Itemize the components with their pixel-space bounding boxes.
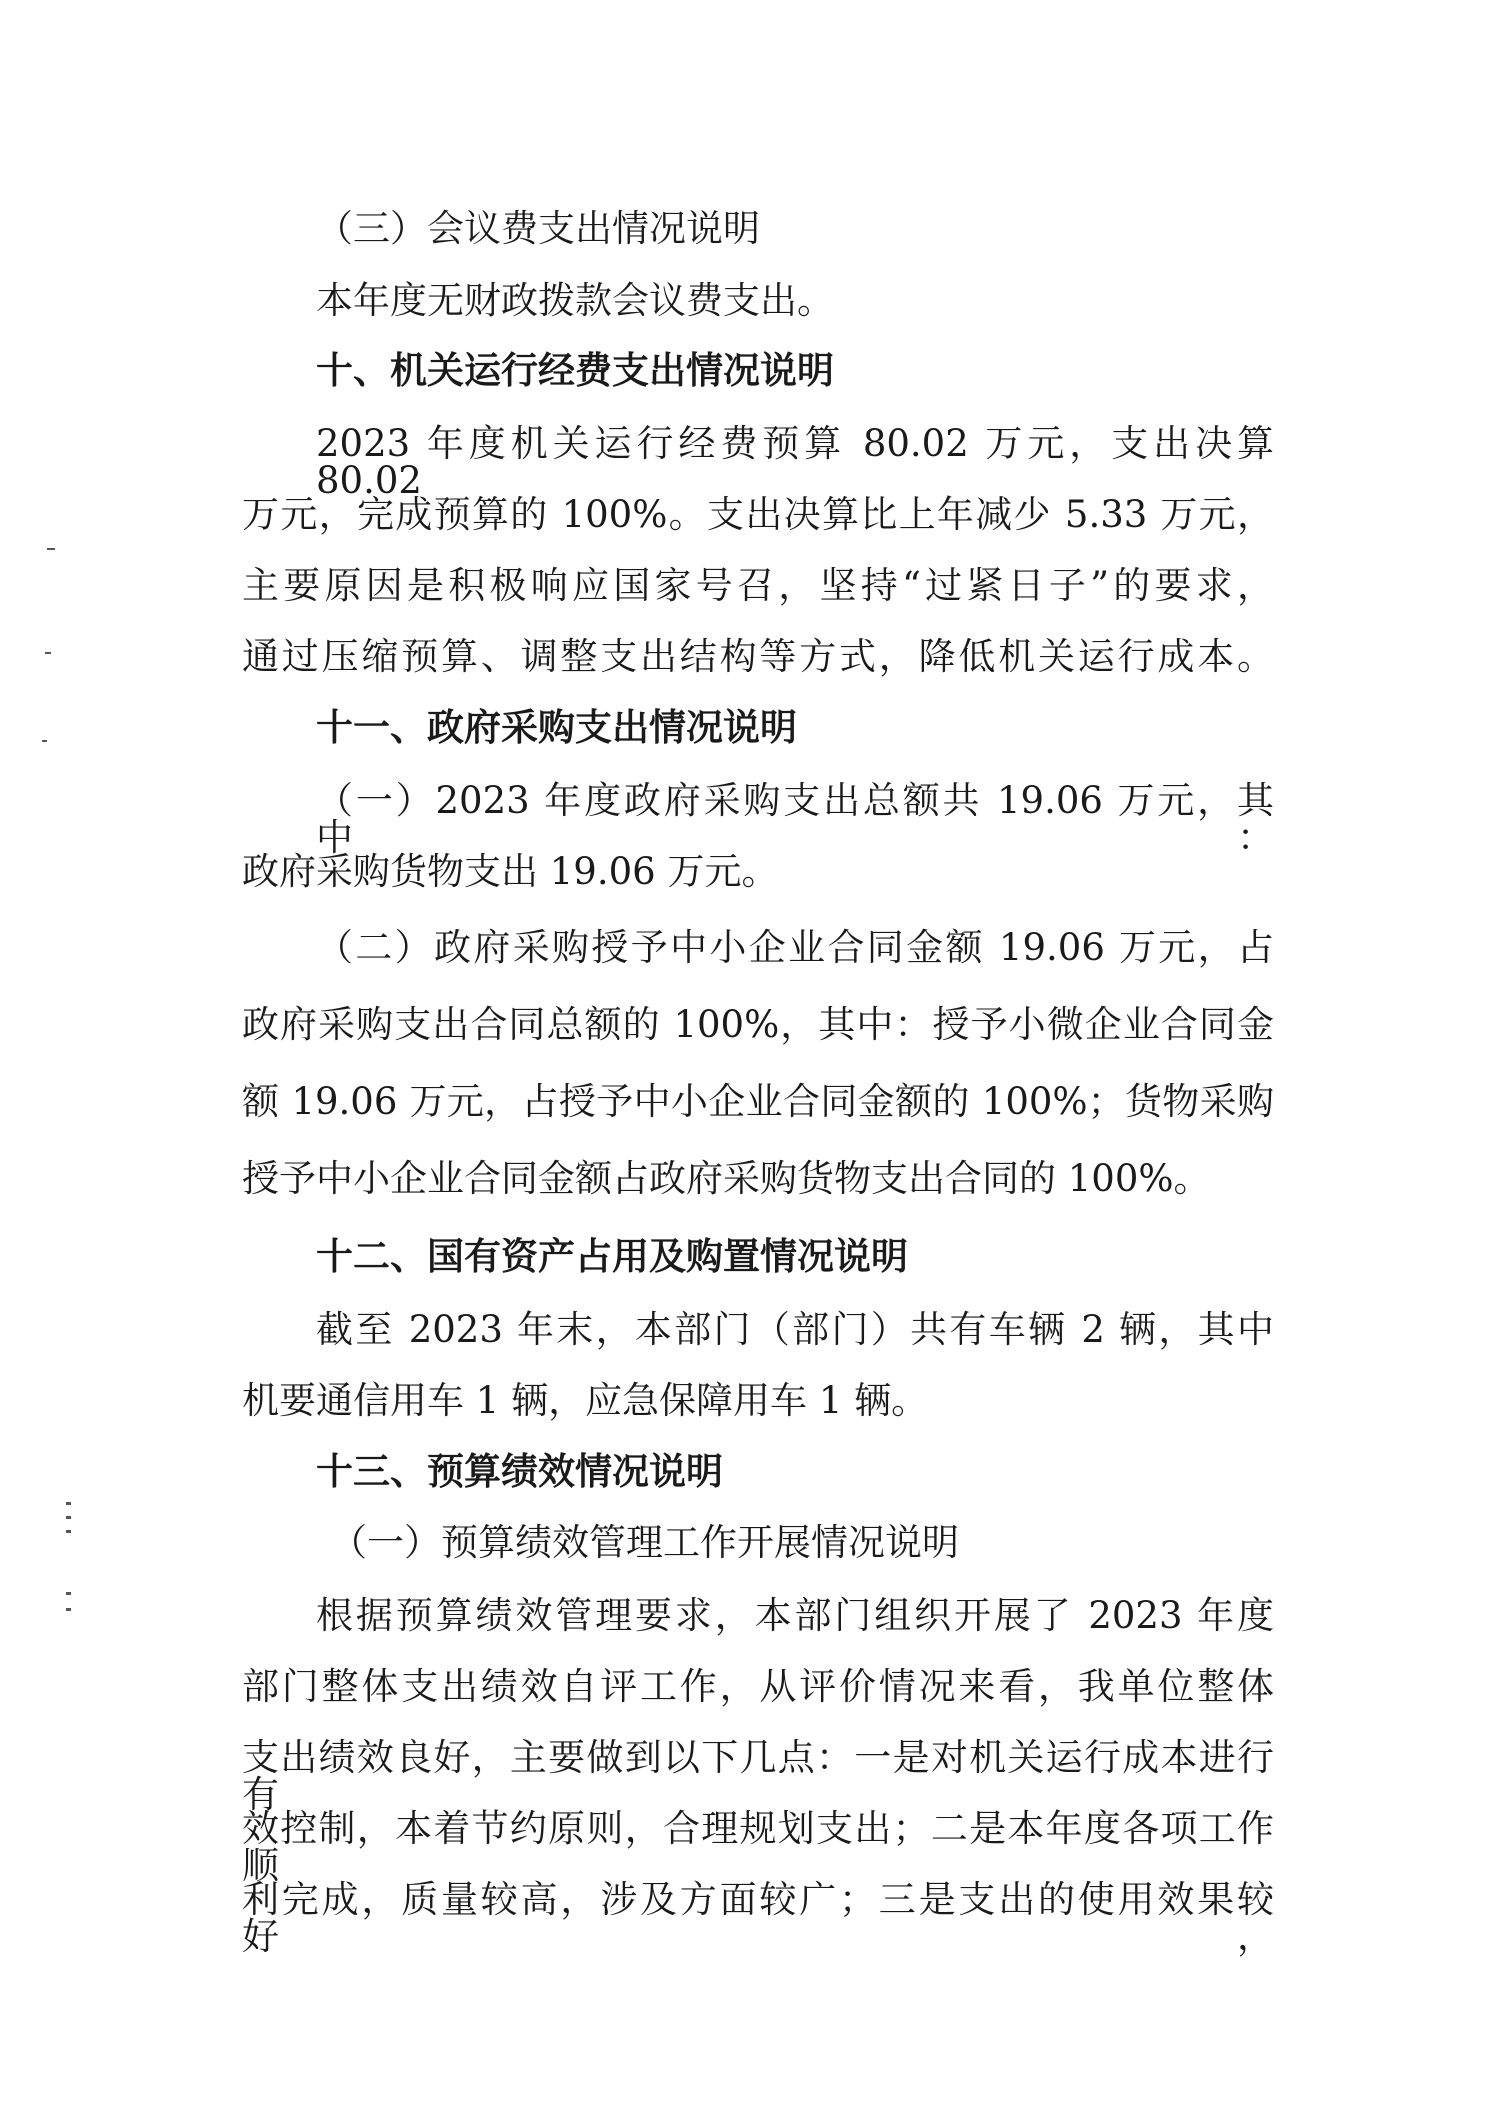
scan-mark <box>47 548 55 550</box>
paragraph-line: 利完成，质量较高，涉及方面较广；三是支出的使用效果较好， <box>242 1878 1274 1958</box>
paragraph-line: （一）2023 年度政府采购支出总额共 19.06 万元，其中： <box>316 779 1274 859</box>
paragraph-line: 支出绩效良好，主要做到以下几点：一是对机关运行成本进行有 <box>242 1736 1274 1816</box>
section-heading-11: 十一、政府采购支出情况说明 <box>316 706 797 749</box>
scan-mark <box>66 1592 71 1595</box>
scan-mark <box>45 652 51 654</box>
sub-heading-meeting-fees: （三）会议费支出情况说明 <box>316 207 760 250</box>
scan-mark <box>66 1530 71 1533</box>
paragraph-line: 政府采购支出合同总额的 100%，其中：授予小微企业合同金 <box>242 1003 1274 1046</box>
paragraph-line: 额 19.06 万元，占授予中小企业合同金额的 100%；货物采购 <box>242 1080 1274 1123</box>
scan-mark <box>66 1608 71 1611</box>
paragraph-line: 根据预算绩效管理要求，本部门组织开展了 2023 年度 <box>316 1594 1274 1637</box>
paragraph-line: 截至 2023 年末，本部门（部门）共有车辆 2 辆，其中 <box>316 1308 1274 1351</box>
paragraph-line: 2023 年度机关运行经费预算 80.02 万元，支出决算 80.02 <box>316 422 1274 502</box>
scan-mark <box>42 740 47 742</box>
scan-mark <box>66 1502 71 1505</box>
paragraph-line: 本年度无财政拨款会议费支出。 <box>316 279 834 322</box>
section-heading-10: 十、机关运行经费支出情况说明 <box>316 349 834 392</box>
paragraph-line: 主要原因是积极响应国家号召，坚持“过紧日子”的要求， <box>242 564 1274 607</box>
paragraph-line: 授予中小企业合同金额占政府采购货物支出合同的 100%。 <box>242 1157 1211 1200</box>
paragraph-line: 部门整体支出绩效自评工作，从评价情况来看，我单位整体 <box>242 1665 1274 1708</box>
section-heading-12: 十二、国有资产占用及购置情况说明 <box>316 1235 908 1278</box>
paragraph-line: 效控制，本着节约原则，合理规划支出；二是本年度各项工作顺 <box>242 1807 1274 1887</box>
paragraph-line: 通过压缩预算、调整支出结构等方式，降低机关运行成本。 <box>242 635 1274 678</box>
sub-heading-performance-management: （一）预算绩效管理工作开展情况说明 <box>330 1521 959 1564</box>
paragraph-line: 政府采购货物支出 19.06 万元。 <box>242 850 779 893</box>
paragraph-line: 机要通信用车 1 辆，应急保障用车 1 辆。 <box>242 1379 929 1422</box>
paragraph-line: （二）政府采购授予中小企业合同金额 19.06 万元，占 <box>316 926 1274 969</box>
paragraph-line: 万元，完成预算的 100%。支出决算比上年减少 5.33 万元， <box>242 493 1274 536</box>
section-heading-13: 十三、预算绩效情况说明 <box>316 1450 723 1493</box>
scan-mark <box>66 1516 71 1519</box>
